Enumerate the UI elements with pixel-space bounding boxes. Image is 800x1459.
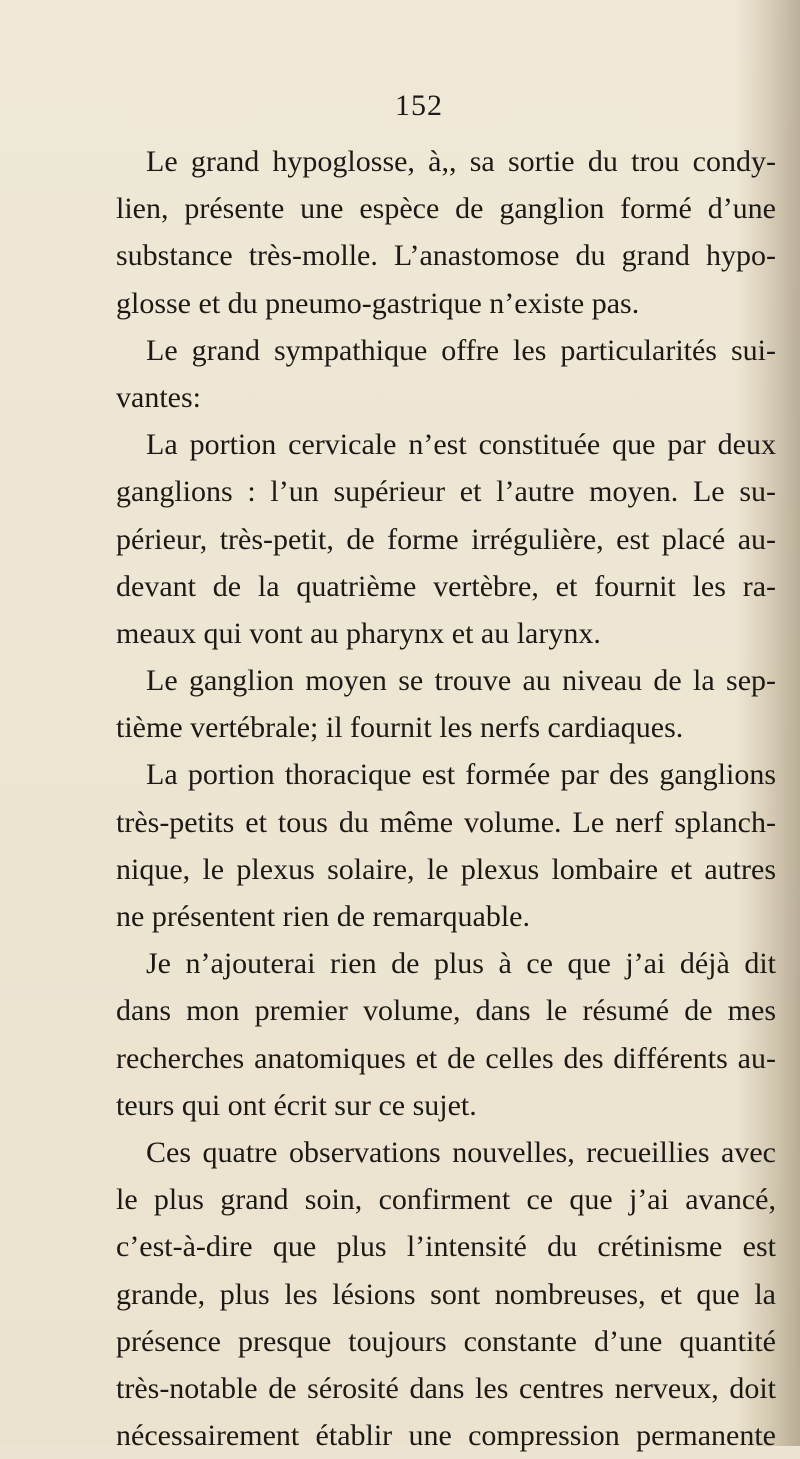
text-line: Le grand hypoglosse, à,, sa sortie du trou condy- — [146, 145, 776, 178]
text-line: nécessairement établir une compression permanente — [116, 1419, 776, 1453]
text-line: périeur, très-petit, de forme irrégulière, est placé au- — [116, 522, 776, 556]
text-line: le plus grand soin, confirment ce que j’ai avancé, — [116, 1183, 776, 1217]
text-line: grande, plus les lésions sont nombreuses, et que la — [116, 1277, 776, 1311]
text-line: recherches anatomiques et de celles des différents au- — [116, 1041, 776, 1075]
text-line: présence presque toujours constante d’une quantité — [116, 1324, 776, 1358]
text-line: c’est-à-dire que plus l’intensité du crétinisme est — [116, 1230, 776, 1264]
text-line: devant de la quatrième vertèbre, et fournit les ra- — [116, 569, 776, 603]
text-line: Je n’ajouterai rien de plus à ce que j’ai déjà dit — [146, 947, 776, 981]
text-line: Le ganglion moyen se trouve au niveau de la sep- — [146, 664, 776, 698]
text-line: meaux qui vont au pharynx et au larynx. — [116, 616, 601, 650]
text-line: substance très-molle. L’anastomose du grand hypo- — [116, 239, 776, 273]
body-text — [116, 138, 776, 1459]
text-line: ganglions : l’un supérieur et l’autre moyen. Le su- — [116, 475, 776, 509]
text-line: très-petits et tous du même volume. Le nerf splanch- — [116, 805, 776, 839]
text-line: Le grand sympathique offre les particularités sui- — [146, 333, 776, 367]
text-line: lien, présente une espèce de ganglion formé d’une — [116, 192, 776, 226]
text-line: tième vertébrale; il fournit les nerfs cardiaques. — [116, 711, 684, 745]
text-line: glosse et du pneumo-gastrique n’existe pas. — [116, 286, 640, 320]
text-line: ne présentent rien de remarquable. — [116, 900, 530, 933]
text-line: très-notable de sérosité dans les centres nerveux, doit — [116, 1371, 776, 1405]
text-line: La portion thoracique est formée par des ganglions — [146, 758, 776, 792]
text-line: teurs qui ont écrit sur ce sujet. — [116, 1088, 477, 1122]
page-number: 152 — [395, 89, 443, 122]
text-line: dans mon premier volume, dans le résumé de mes — [116, 994, 776, 1028]
text-line: vantes: — [116, 380, 201, 414]
text-line: Ces quatre observations nouvelles, recueillies avec — [146, 1135, 776, 1169]
text-line: nique, le plexus solaire, le plexus lombaire et autres — [116, 852, 776, 886]
text-line: La portion cervicale n’est constituée que par deux — [146, 428, 776, 462]
